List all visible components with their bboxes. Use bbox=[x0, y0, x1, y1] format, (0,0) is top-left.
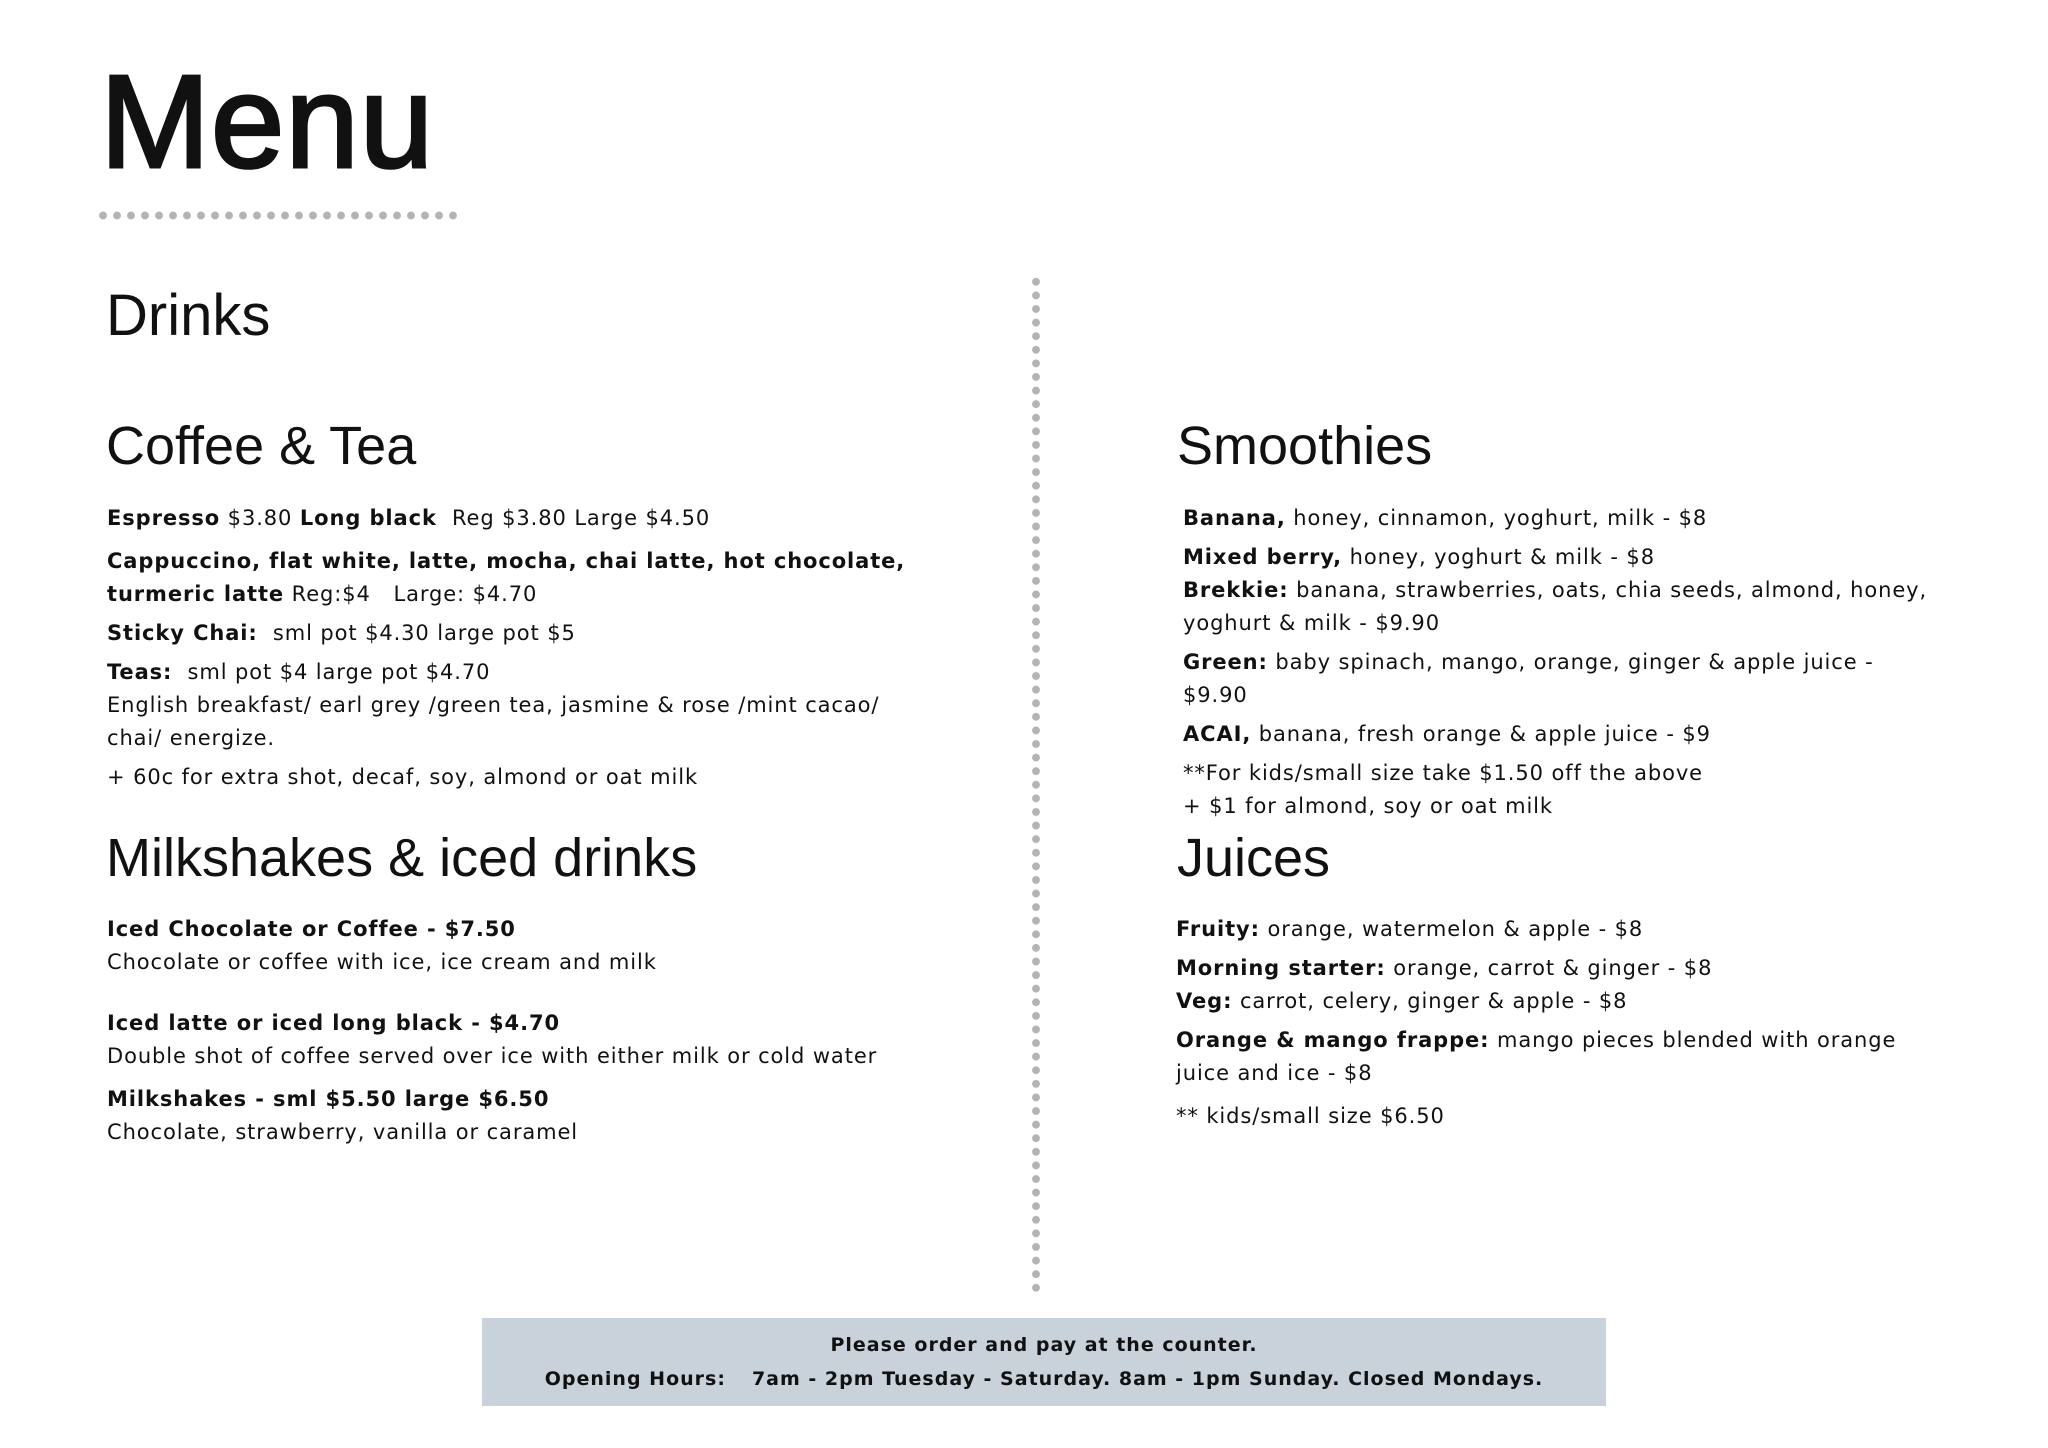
sticky-chai-line bbox=[107, 617, 927, 650]
opening-hours bbox=[482, 1362, 1606, 1396]
milkshakes-desc: Chocolate, strawberry, vanilla or caramel bbox=[107, 1120, 579, 1144]
order-note: Please order and pay at the counter. bbox=[830, 1334, 1258, 1356]
espresso-name: Espresso bbox=[107, 506, 221, 530]
sticky-chai-name: Sticky Chai: bbox=[107, 621, 258, 645]
teas-name: Teas: bbox=[107, 660, 173, 684]
smoothie-milk-note: + $1 for almond, soy or oat milk bbox=[1183, 794, 1553, 818]
iced-latte-name: Iced latte or iced long black - $4.70 bbox=[107, 1011, 560, 1035]
juice-kids-note: ** kids/small size $6.50 bbox=[1176, 1104, 1445, 1128]
iced-chocolate-name: Iced Chocolate or Coffee - $7.50 bbox=[107, 917, 516, 941]
iced-chocolate-desc: Chocolate or coffee with ice, ice cream and milk bbox=[107, 950, 657, 974]
smoothie-green: Green: baby spinach, mango, orange, ginger & apple juice - $9.90 bbox=[1183, 650, 1874, 707]
espresso-price: $3.80 bbox=[220, 506, 300, 530]
smoothie-brekkie: Brekkie: banana, strawberries, oats, chia seeds, almond, honey, yoghurt & milk - $9.90 bbox=[1183, 578, 1928, 635]
juice-veg: Veg: carrot, celery, ginger & apple - $8 bbox=[1176, 989, 1628, 1013]
milkshakes-section bbox=[107, 913, 947, 1149]
coffee-tea-heading: Coffee & Tea bbox=[106, 416, 417, 476]
iced-latte-desc: Double shot of coffee served over ice with either milk or cold water bbox=[107, 1044, 878, 1068]
milky-drinks-price: Reg:$4 Large: $4.70 bbox=[284, 582, 538, 606]
smoothie-kids-note: **For kids/small size take $1.50 off the above bbox=[1183, 761, 1703, 785]
title-dotted-divider bbox=[96, 211, 462, 220]
smoothie-banana: Banana, honey, cinnamon, yoghurt, milk - $8 bbox=[1183, 506, 1708, 530]
opening-hours-label: Opening Hours: bbox=[544, 1368, 726, 1390]
juice-orange-mango: Orange & mango frappe: mango pieces blended with orange juice and ice - $8 bbox=[1176, 1028, 1897, 1085]
juice-morning-starter: Morning starter: orange, carrot & ginger - $8 bbox=[1176, 956, 1713, 980]
footer-banner bbox=[482, 1318, 1606, 1406]
smoothies-section bbox=[1183, 502, 1943, 823]
juice-fruity: Fruity: orange, watermelon & apple - $8 bbox=[1176, 917, 1644, 941]
espresso-line bbox=[107, 502, 927, 535]
juices-heading: Juices bbox=[1177, 828, 1331, 888]
extras-note: + 60c for extra shot, decaf, soy, almond or oat milk bbox=[107, 765, 699, 789]
column-dotted-divider bbox=[1031, 275, 1041, 1295]
smoothies-heading: Smoothies bbox=[1177, 416, 1433, 476]
teas-line bbox=[107, 656, 927, 689]
milkshakes-heading: Milkshakes & iced drinks bbox=[106, 828, 698, 888]
coffee-tea-section bbox=[107, 502, 927, 794]
drinks-heading: Drinks bbox=[106, 283, 271, 348]
longblack-price: Reg $3.80 Large $4.50 bbox=[436, 506, 711, 530]
teas-price: sml pot $4 large pot $4.70 bbox=[172, 660, 491, 684]
smoothie-acai: ACAI, banana, fresh orange & apple juice - $9 bbox=[1183, 722, 1711, 746]
milkshakes-name: Milkshakes - sml $5.50 large $6.50 bbox=[107, 1087, 550, 1111]
milky-drinks-names: Cappuccino, flat white, latte, mocha, chai latte, hot chocolate, turmeric latte bbox=[107, 549, 906, 606]
menu-title: Menu bbox=[100, 48, 435, 195]
smoothie-mixed-berry: Mixed berry, honey, yoghurt & milk - $8 bbox=[1183, 545, 1655, 569]
opening-hours-times: 7am - 2pm Tuesday - Saturday. 8am - 1pm Sunday. Closed Mondays. bbox=[751, 1368, 1544, 1390]
longblack-name: Long black bbox=[299, 506, 437, 530]
milky-drinks-line bbox=[107, 545, 927, 611]
juices-section bbox=[1176, 913, 1946, 1133]
sticky-chai-price: sml pot $4.30 large pot $5 bbox=[257, 621, 576, 645]
teas-list: English breakfast/ earl grey /green tea, jasmine & rose /mint cacao/ chai/ energize. bbox=[107, 693, 880, 750]
